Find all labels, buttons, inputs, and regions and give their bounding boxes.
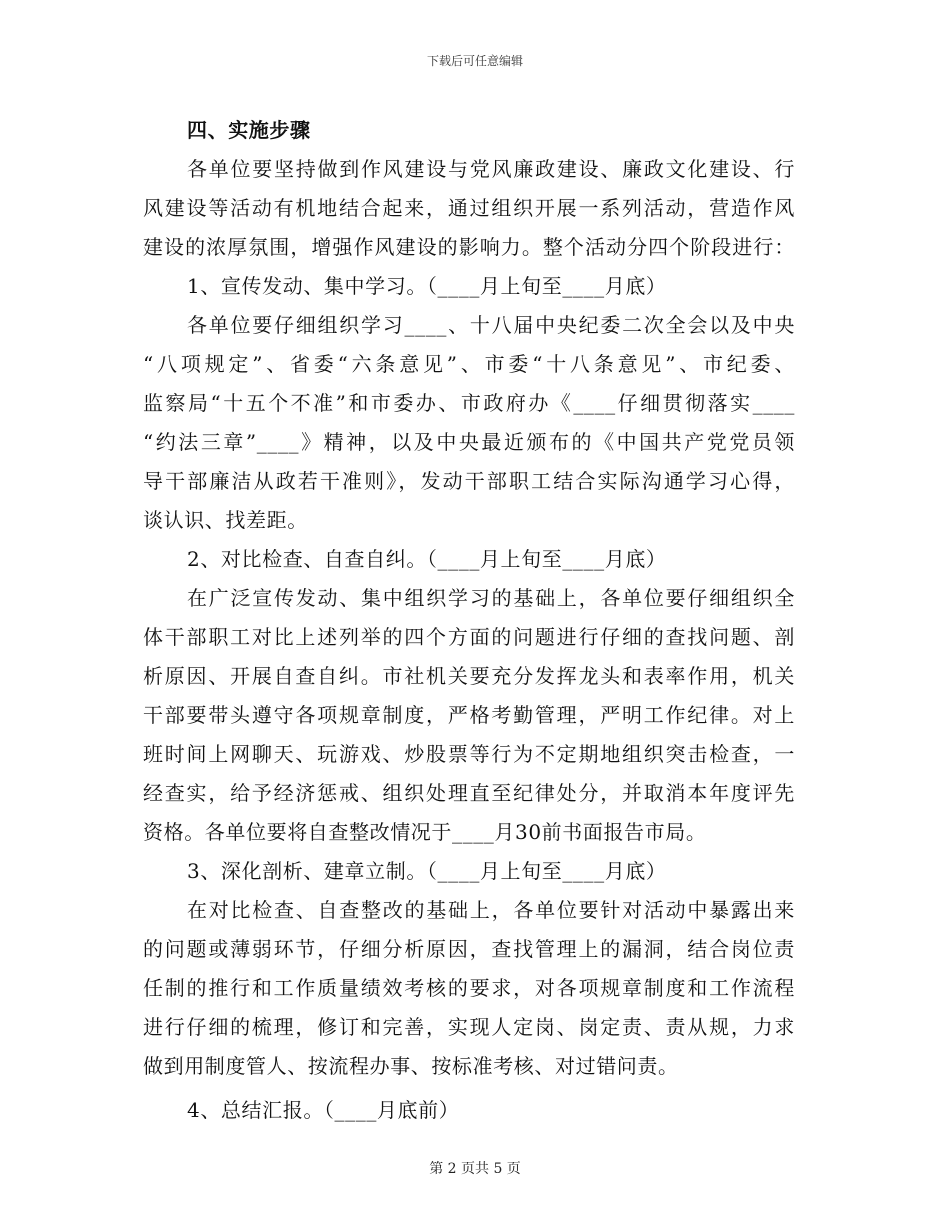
subsection-heading: 4、总结汇报。（____月底前）	[187, 1098, 460, 1122]
paragraph-line: 在对比检查、自查整改的基础上，各单位要针对活动中暴露出来	[187, 898, 795, 922]
paragraph-line: 体干部职工对比上述列举的四个方面的问题进行仔细的查找问题、剖	[143, 625, 795, 649]
paragraph-line: 风建设等活动有机地结合起来，通过组织开展一系列活动，营造作风	[143, 196, 795, 220]
paragraph-line: 做到用制度管人、按流程办事、按标准考核、对过错问责。	[143, 1054, 679, 1078]
paragraph-line: 析原因、开展自查自纠。市社机关要充分发挥龙头和表率作用，机关	[143, 664, 795, 688]
paragraph-line: 建设的浓厚氛围，增强作风建设的影响力。整个活动分四个阶段进行：	[143, 235, 795, 259]
page-header: 下载后可任意编辑	[426, 54, 523, 68]
subsection-heading: 3、深化剖析、建章立制。（____月上旬至____月底）	[187, 859, 667, 883]
page-number: 第 2 页共 5 页	[429, 1161, 521, 1177]
subsection-heading: 1、宣传发动、集中学习。（____月上旬至____月底）	[187, 274, 667, 298]
document-body	[143, 111, 795, 1130]
paragraph-line: 经查实，给予经济惩戒、组织处理直至纪律处分，并取消本年度评先	[143, 781, 795, 805]
paragraph-line: 任制的推行和工作质量绩效考核的要求，对各项规章制度和工作流程	[143, 976, 795, 1000]
section-heading: 四、实施步骤	[187, 118, 311, 142]
subsection-heading: 2、对比检查、自查自纠。（____月上旬至____月底）	[187, 547, 667, 571]
paragraph-line: 进行仔细的梳理，修订和完善，实现人定岗、岗定责、责从规，力求	[143, 1015, 795, 1039]
paragraph-line: 监察局“十五个不准”和市委办、市政府办《____仔细贯彻落实____	[143, 391, 795, 415]
paragraph-line: 谈认识、找差距。	[143, 508, 308, 532]
paragraph-line: 在广泛宣传发动、集中组织学习的基础上，各单位要仔细组织全	[187, 586, 795, 610]
paragraph-line: 资格。各单位要将自查整改情况于____月30前书面报告市局。	[143, 820, 707, 844]
paragraph-line: 班时间上网聊天、玩游戏、炒股票等行为不定期地组织突击检查，一	[143, 742, 795, 766]
paragraph-line: “八项规定”、省委“六条意见”、市委“十八条意见”、市纪委、	[143, 352, 795, 376]
paragraph-line: 各单位要坚持做到作风建设与党风廉政建设、廉政文化建设、行	[187, 157, 795, 181]
paragraph-line: “约法三章”____》精神，以及中央最近颁布的《中国共产党党员领	[143, 430, 795, 454]
paragraph-line: 的问题或薄弱环节，仔细分析原因，查找管理上的漏洞，结合岗位责	[143, 937, 795, 961]
paragraph-line: 各单位要仔细组织学习____、十八届中央纪委二次全会以及中央	[187, 313, 795, 337]
paragraph-line: 干部要带头遵守各项规章制度，严格考勤管理，严明工作纪律。对上	[143, 703, 795, 727]
paragraph-line: 导干部廉洁从政若干准则》，发动干部职工结合实际沟通学习心得，	[143, 469, 795, 493]
